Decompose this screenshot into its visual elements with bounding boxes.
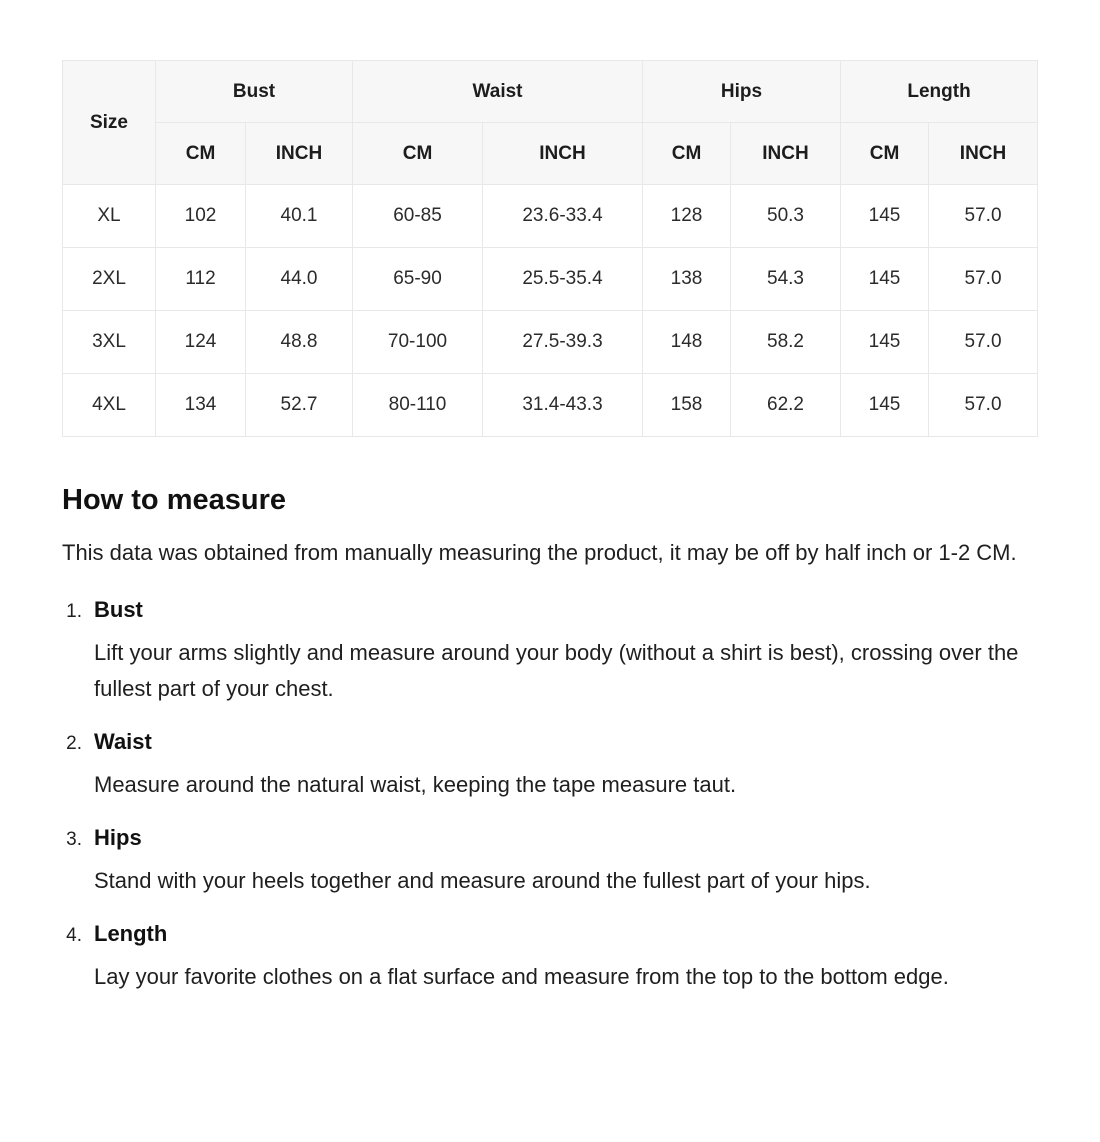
item-number: 1. [66,601,82,622]
measure-item-waist [62,727,1037,803]
bust-cm-cell: 102 [156,185,246,248]
bust-cm-cell: 124 [156,311,246,374]
item-description: Stand with your heels together and measure around the fullest part of your hips. [94,868,871,893]
waist-inch-cell: 23.6-33.4 [483,185,643,248]
measure-item-length [62,919,1037,995]
waist-inch-header: INCH [483,123,643,185]
waist-cm-header: CM [353,123,483,185]
bust-inch-cell: 48.8 [246,311,353,374]
bust-inch-header: INCH [246,123,353,185]
hips-inch-cell: 54.3 [731,248,841,311]
item-number: 3. [66,829,82,850]
waist-cm-cell: 60-85 [353,185,483,248]
length-inch-cell: 57.0 [929,185,1038,248]
bust-inch-cell: 44.0 [246,248,353,311]
hips-cm-cell: 128 [643,185,731,248]
length-cm-cell: 145 [841,374,929,437]
table-group-header-row [63,61,1038,123]
bust-cm-cell: 112 [156,248,246,311]
item-title: Waist [94,729,152,754]
column-header-size: Size [63,61,156,185]
measure-instruction-list [62,595,1037,995]
length-inch-header: INCH [929,123,1038,185]
hips-cm-cell: 138 [643,248,731,311]
column-group-waist: Waist [353,61,643,123]
hips-cm-cell: 148 [643,311,731,374]
length-cm-cell: 145 [841,248,929,311]
bust-cm-cell: 134 [156,374,246,437]
item-number: 2. [66,733,82,754]
column-group-length: Length [841,61,1038,123]
size-cell: 4XL [63,374,156,437]
bust-inch-cell: 52.7 [246,374,353,437]
length-cm-cell: 145 [841,311,929,374]
column-group-hips: Hips [643,61,841,123]
how-to-measure-heading: How to measure [62,484,286,516]
item-title: Bust [94,597,143,622]
item-description: Lift your arms slightly and measure around your body (without a shirt is best), crossing over the fullest part of your chest. [94,640,1019,701]
length-inch-cell: 57.0 [929,311,1038,374]
size-cell: XL [63,185,156,248]
waist-inch-cell: 25.5-35.4 [483,248,643,311]
waist-cm-cell: 70-100 [353,311,483,374]
hips-inch-header: INCH [731,123,841,185]
how-to-measure-intro: This data was obtained from manually measuring the product, it may be off by half inch or 1-2 CM. [62,540,1017,565]
length-cm-header: CM [841,123,929,185]
length-inch-cell: 57.0 [929,374,1038,437]
size-chart-table [62,60,1038,437]
size-cell: 3XL [63,311,156,374]
hips-inch-cell: 58.2 [731,311,841,374]
bust-inch-cell: 40.1 [246,185,353,248]
item-title: Hips [94,825,142,850]
waist-cm-cell: 65-90 [353,248,483,311]
length-cm-cell: 145 [841,185,929,248]
size-cell: 2XL [63,248,156,311]
bust-cm-header: CM [156,123,246,185]
table-unit-header-row [63,123,1038,185]
hips-cm-header: CM [643,123,731,185]
hips-inch-cell: 62.2 [731,374,841,437]
length-inch-cell: 57.0 [929,248,1038,311]
item-description: Lay your favorite clothes on a flat surface and measure from the top to the bottom edge. [94,964,949,989]
table-row [63,311,1038,374]
item-number: 4. [66,925,82,946]
table-row [63,374,1038,437]
table-row [63,248,1038,311]
hips-cm-cell: 158 [643,374,731,437]
waist-inch-cell: 31.4-43.3 [483,374,643,437]
column-group-bust: Bust [156,61,353,123]
hips-inch-cell: 50.3 [731,185,841,248]
waist-inch-cell: 27.5-39.3 [483,311,643,374]
measure-item-bust [62,595,1037,707]
item-title: Length [94,921,168,946]
measure-item-hips [62,823,1037,899]
table-row [63,185,1038,248]
waist-cm-cell: 80-110 [353,374,483,437]
item-description: Measure around the natural waist, keeping the tape measure taut. [94,772,737,797]
